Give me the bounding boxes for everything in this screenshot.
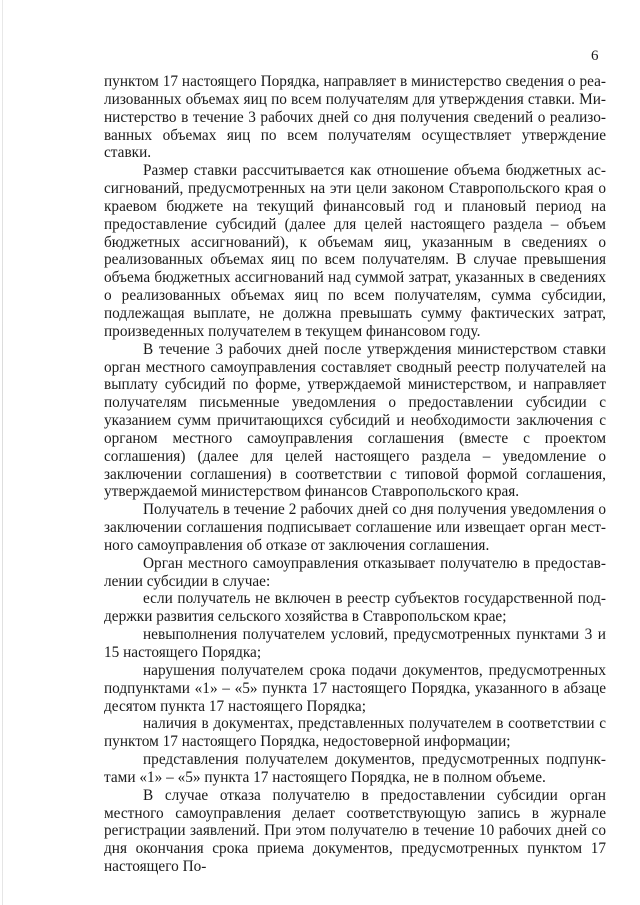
paragraph-continuation: пунктом 17 настоящего Порядка, направляет в министерство сведения о реализованных объемах яиц по всем получателям для утверждения ставки. Министерство в течение 3 рабочих дней со дня получения сведений о реализованных объемах яиц по всем получателям осуществляет утверждение ставки. (104, 73, 606, 162)
refusal-reason-registry: если получатель не включен в реестр субъектов государственной поддержки развития сельского хозяйства в Ставропольском крае; (104, 590, 606, 626)
paragraph-agreement-signing: Получатель в течение 2 рабочих дней со дня получения уведомления о заключении соглашения подписывает соглашение или извещает орган местного самоуправления об отказе от заключения соглашения. (104, 501, 606, 554)
refusal-reason-conditions: невыполнения получателем условий, предусмотренных пунктами 3 и 15 настоящего Порядка; (104, 626, 606, 661)
refusal-reason-false-info: наличия в документах, представленных получателем в соответствии с пунктом 17 настоящего Порядка, недостоверной информации; (104, 715, 606, 751)
refusal-reason-incomplete: представления получателем документов, предусмотренных подпунктами «1» – «5» пункта 17 настоящего Порядка, не в полном объеме. (104, 751, 606, 786)
refusal-reason-deadline: нарушения получателем срока подачи документов, предусмотренных подпунктами «1» – «5» пункта 17 настоящего Порядка, указанного в абзаце десятом пункта 17 настоящего Порядка; (104, 661, 606, 715)
paragraph-rate-calculation: Размер ставки рассчитывается как отношение объема бюджетных ассигнований, предусмотренных на эти цели законом Ставропольского края о краевом бюджете на текущий финансовый год и плановый период на предоставление субсидий (далее для целей настоящего раздела – объем бюджетных ассигнований), к объемам яиц, указанным в сведениях о реализованных объемах яиц по всем получателям. В случае превышения объема бюджетных ассигнований над суммой затрат, указанных в сведениях о реализованных объемах яиц по всем получателям, сумма субсидии, подлежащая выплате, не должна превышать сумму фактических затрат, произведенных получателем в текущем финансовом году. (104, 162, 606, 340)
document-body (104, 73, 606, 876)
paragraph-refusal-record: В случае отказа получателю в предоставлении субсидии орган местного самоуправления делает соответствующую запись в журнале регистрации заявлений. При этом получателю в течение 10 рабочих дней со дня окончания срока приема документов, предусмотренных пунктом 17 настоящего По- (104, 786, 606, 876)
page-number: 6 (591, 48, 599, 64)
scan-edge-line (2, 0, 3, 905)
paragraph-registry-notification: В течение 3 рабочих дней после утверждения министерством ставки орган местного самоуправления составляет сводный реестр получателей на выплату субсидий по форме, утверждаемой министерством, и направляет получателям письменные уведомления о предоставлении субсидии с указанием сумм причитающихся субсидий и необходимости заключения с органом местного самоуправления соглашения (вместе с проектом соглашения) (далее для целей настоящего раздела – уведомление о заключении соглашения) в соответствии с типовой формой соглашения, утверждаемой министерством финансов Ставропольского края. (104, 340, 606, 501)
paragraph-refusal-intro: Орган местного самоуправления отказывает получателю в предоставлении субсидии в случае: (104, 554, 606, 590)
